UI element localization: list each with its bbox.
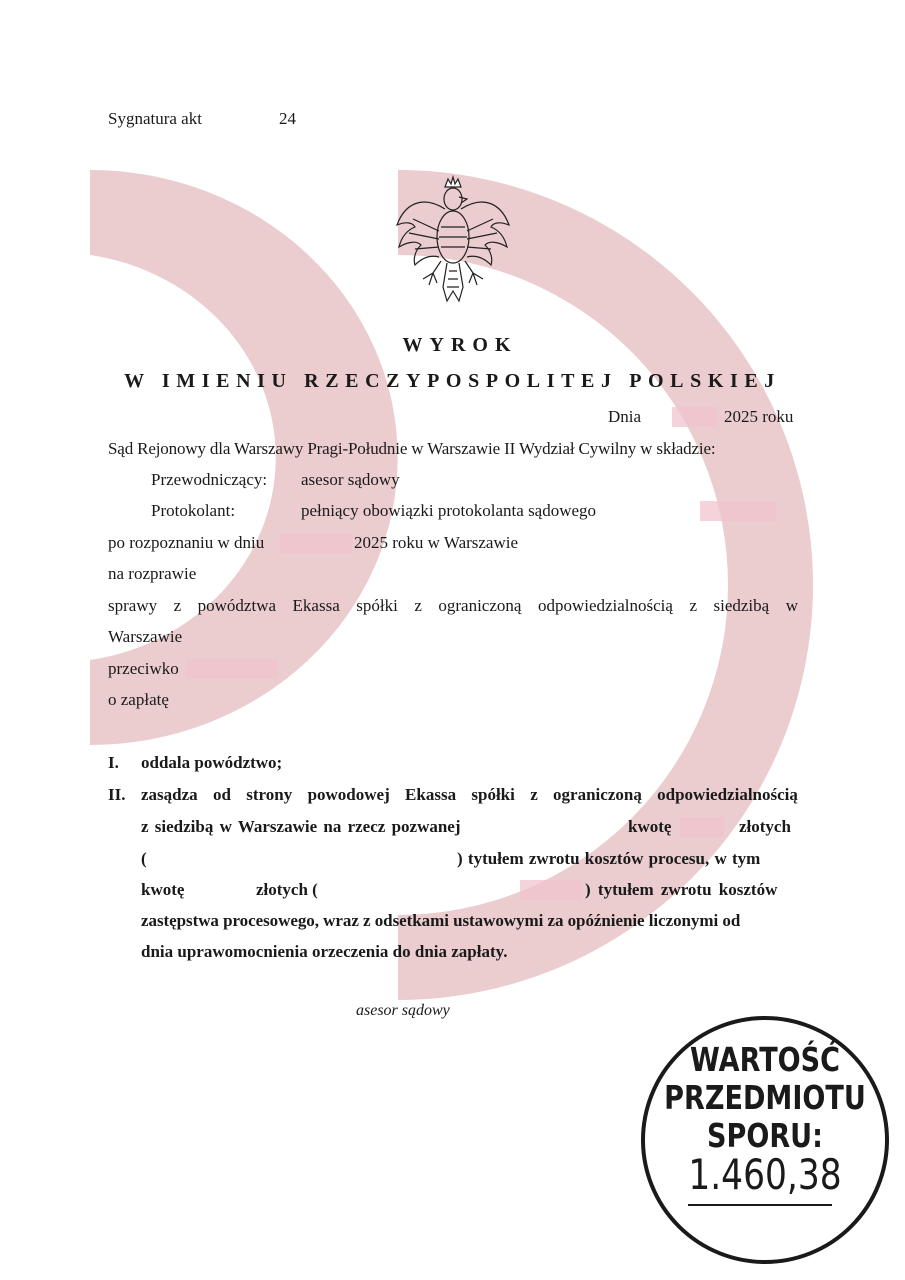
ruling-item-2-line-3a: ( xyxy=(141,849,147,868)
hearing-prefix: po rozpoznaniu w dniu xyxy=(108,533,265,552)
stamp-value: 1.460,38 xyxy=(688,1150,842,1199)
hearing-session: na rozprawie xyxy=(108,564,197,583)
redacted-clerk-name xyxy=(700,501,776,521)
stamp-line-1: WARTOŚĆ xyxy=(689,1040,841,1079)
signature-label: Sygnatura akt xyxy=(108,109,202,128)
court-name: Sąd Rejonowy dla Warszawy Pragi-Południe w Warszawie II Wydział Cywilny w składzie: xyxy=(108,439,716,458)
case-against: przeciwko xyxy=(108,659,179,678)
hearing-suffix: 2025 roku w Warszawie xyxy=(354,533,519,552)
ruling-item-2-line-6: dnia uprawomocnienia orzeczenia do dnia zapłaty. xyxy=(141,942,508,961)
ruling-item-2-line-1: zasądza od strony powodowej Ekassa spółki z ograniczoną odpowiedzialnością xyxy=(141,785,798,804)
stamp-line-3: SPORU: xyxy=(707,1116,823,1155)
ruling-item-2-line-3b: ) tytułem zwrotu kosztów procesu, w tym xyxy=(457,849,761,868)
chair-label: Przewodniczący: xyxy=(151,470,268,489)
ruling-item-2-number: II. xyxy=(108,785,126,804)
ruling-item-2-line-2c: złotych xyxy=(739,817,791,836)
signature-number: 24 xyxy=(279,109,296,128)
ruling-item-2-line-4a: kwotę xyxy=(141,880,185,899)
case-line-cont: Warszawie xyxy=(108,627,183,646)
date-prefix: Dnia xyxy=(608,407,642,426)
judge-signature: asesor sądowy xyxy=(356,1002,450,1019)
clerk-value: pełniący obowiązki protokolanta sądowego xyxy=(301,501,597,520)
ruling-item-1-text: oddala powództwo; xyxy=(141,753,283,772)
ruling-item-2-line-4b: złotych ( xyxy=(256,880,318,899)
case-subject: o zapłatę xyxy=(108,690,169,709)
ruling-item-2-line-2a: z siedzibą w Warszawie na rzecz pozwanej xyxy=(141,817,461,836)
ruling-item-2-line-2b: kwotę xyxy=(628,817,672,836)
clerk-label: Protokolant: xyxy=(151,501,236,520)
ruling-item-1-number: I. xyxy=(108,753,119,772)
date-suffix: 2025 roku xyxy=(724,407,794,426)
judgment-title: WYROK xyxy=(402,334,518,356)
redacted-defendant xyxy=(186,659,278,679)
ruling-item-2-line-4c: ) tytułem zwrotu kosztów xyxy=(585,880,778,899)
judgment-subtitle: W IMIENIU RZECZYPOSPOLITEJ POLSKIEJ xyxy=(124,370,781,392)
redacted-amount-words xyxy=(520,880,582,900)
redacted-amount-1 xyxy=(680,817,724,837)
polish-eagle-emblem xyxy=(393,175,513,310)
stamp-line-2: PRZEDMIOTU xyxy=(664,1078,866,1117)
case-line: sprawy z powództwa Ekassa spółki z ograniczoną odpowiedzialnością z siedzibą w xyxy=(108,596,798,615)
ruling-item-2-line-5: zastępstwa procesowego, wraz z odsetkami ustawowymi za opóźnienie liczonymi od xyxy=(141,911,741,930)
redacted-date xyxy=(672,407,718,427)
chair-value: asesor sądowy xyxy=(301,470,400,489)
redacted-hearing-date xyxy=(280,533,352,553)
